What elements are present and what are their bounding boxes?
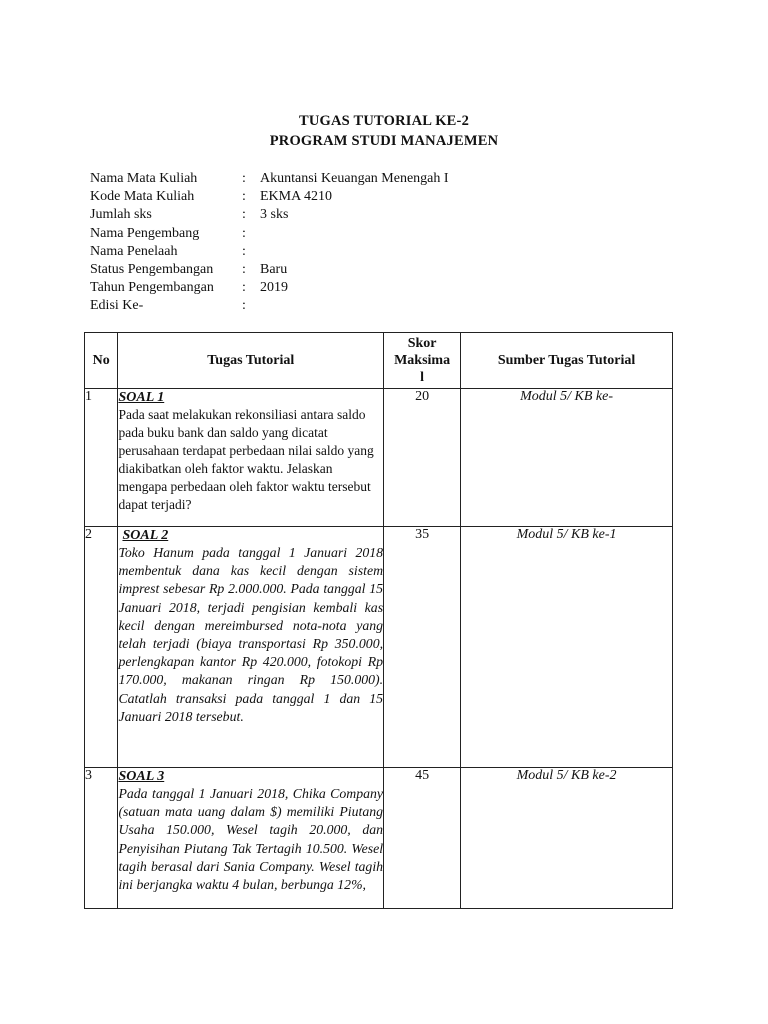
info-colon: :	[242, 171, 246, 186]
info-label: Nama Pengembang	[90, 225, 200, 241]
header-no: No	[85, 333, 118, 389]
info-label: Status Pengembangan	[90, 261, 214, 277]
header-skor-line1: Skor	[407, 336, 437, 351]
table-row	[85, 527, 673, 768]
tutorial-task-table	[84, 332, 673, 909]
info-label: Edisi Ke-	[90, 298, 144, 314]
task-cell	[118, 768, 384, 909]
info-label: Nama Penelaah	[90, 243, 178, 259]
info-label: Jumlah sks	[90, 207, 152, 223]
soal-text: Pada saat melakukan rekonsiliasi antara saldo pada buku bank dan saldo yang dicatat perusahaan terdapat perbedaan nilai saldo yang diakibatkan oleh faktor waktu. Jelaskan mengapa perbedaan oleh faktor waktu tersebut dapat terjadi?	[118, 407, 374, 512]
soal-heading: SOAL 3	[118, 769, 165, 784]
max-score: 20	[384, 389, 461, 527]
soal-text: Toko Hanum pada tanggal 1 Januari 2018 membentuk dana kas kecil dengan sistem imprest sebesar Rp 2.000.000. Pada tanggal 15 Januari 2018, terjadi pengisian kembali kas kecil dengan mereimbursed nota-nota yang telah terjadi (biaya transportasi Rp 350.000, perlengkapan kantor Rp 420.000, fotokopi Rp 170.000, makanan ringan Rp 150.000). Catatlah transaksi pada tanggal 1 dan 15 Januari 2018 tersebut.	[118, 545, 384, 724]
info-colon: :	[242, 261, 246, 277]
row-number: 1	[85, 389, 118, 527]
header-skor-maksimal	[384, 333, 461, 389]
info-label: Kode Mata Kuliah	[90, 189, 195, 205]
info-value: Baru	[260, 261, 288, 277]
document-subtitle: PROGRAM STUDI MANAJEMEN	[269, 133, 499, 149]
header-skor-line2: Maksima	[394, 353, 451, 368]
info-colon: :	[242, 243, 246, 259]
task-source: Modul 5/ KB ke-1	[461, 527, 673, 768]
table-row	[85, 768, 673, 909]
row-number: 3	[85, 768, 118, 909]
max-score: 35	[384, 527, 461, 768]
table-header-row	[85, 333, 673, 389]
task-source: Modul 5/ KB ke-	[461, 389, 673, 527]
info-label: Tahun Pengembangan	[90, 280, 214, 296]
info-label: Nama Mata Kuliah	[90, 171, 198, 186]
header-tugas-tutorial: Tugas Tutorial	[118, 333, 384, 389]
header-skor-line3: l	[420, 370, 425, 385]
max-score: 45	[384, 768, 461, 909]
document-title: TUGAS TUTORIAL KE-2	[298, 113, 470, 129]
soal-text: Pada tanggal 1 Januari 2018, Chika Company (satuan mata uang dalam $) memiliki Piutang Usaha 150.000, Wesel tagih 20.000, dan Penyisihan Piutang Tak Tertagih 10.500. Wesel tagih berasal dari Sania Company. Wesel tagih ini berjangka waktu 4 bulan, berbunga 12%,	[118, 786, 384, 893]
soal-heading: SOAL 1	[118, 390, 165, 405]
task-cell	[118, 527, 384, 768]
soal-heading: SOAL 2	[122, 528, 169, 543]
info-value: 2019	[260, 280, 288, 296]
table-row	[85, 389, 673, 527]
info-value: 3 sks	[260, 207, 289, 223]
task-cell	[118, 389, 384, 527]
info-value: EKMA 4210	[260, 189, 332, 205]
info-value: Akuntansi Keuangan Menengah I	[260, 171, 449, 186]
header-sumber-tugas: Sumber Tugas Tutorial	[461, 333, 673, 389]
info-colon: :	[242, 298, 246, 314]
info-colon: :	[242, 280, 246, 296]
task-source: Modul 5/ KB ke-2	[461, 768, 673, 909]
info-colon: :	[242, 207, 246, 223]
info-colon: :	[242, 189, 246, 205]
info-colon: :	[242, 225, 246, 241]
row-number: 2	[85, 527, 118, 768]
